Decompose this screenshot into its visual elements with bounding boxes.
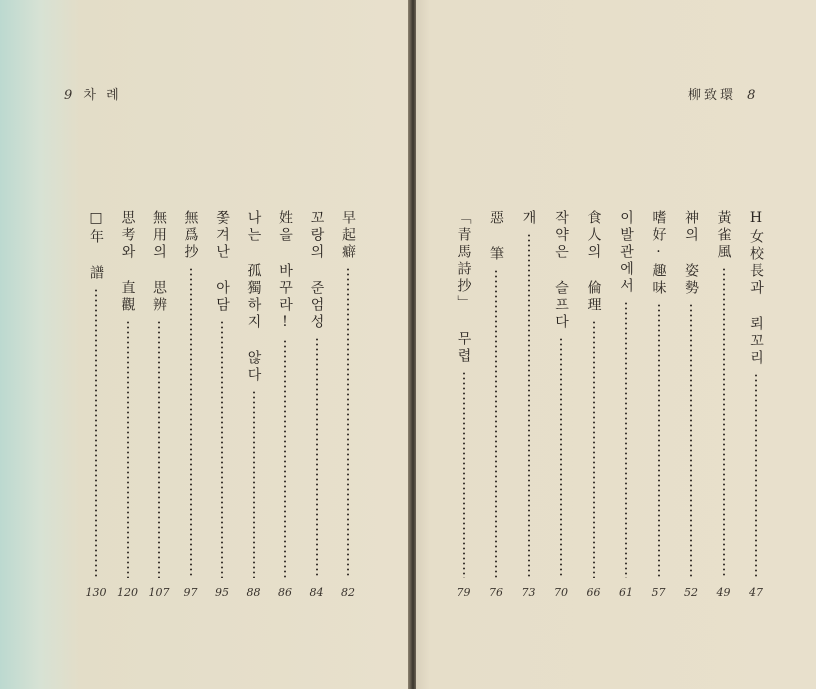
toc-entry-page: [543, 586, 579, 600]
toc-entry: [584, 210, 604, 600]
toc-entry-page-number: 95: [215, 586, 229, 599]
toc-entry: [454, 210, 474, 600]
toc-entry: [338, 210, 358, 600]
toc-entry-page: [173, 586, 209, 600]
toc-entry-page: [608, 586, 644, 600]
dot-leader: [190, 267, 192, 578]
toc-entry-title: 개: [520, 210, 537, 227]
page-number-left: 9: [64, 88, 73, 103]
toc-entry: [86, 210, 106, 600]
toc-entry: [681, 210, 701, 600]
dot-leader: [593, 320, 595, 578]
dot-leader: [95, 288, 97, 578]
toc-entry-title: 꼬랑의 준엄성: [308, 210, 325, 331]
toc-entry: [551, 210, 571, 600]
toc-entry: [714, 210, 734, 600]
toc-entry-title: 食人의 倫理: [585, 210, 602, 314]
toc-entry-page-number: 86: [278, 586, 292, 599]
toc-entry-title: 早起癖: [340, 210, 356, 261]
running-head-label-right: 柳致環: [688, 88, 737, 103]
toc-entry-page-number: 107: [148, 586, 170, 599]
toc-entry-page-number: 61: [619, 586, 633, 599]
toc-entry-page-number: 130: [85, 586, 107, 599]
dot-leader: [347, 267, 349, 578]
toc-entry-page-number: 97: [183, 586, 198, 599]
toc-entry: [149, 210, 169, 600]
toc-entry-page-number: 82: [341, 586, 355, 599]
dot-leader: [528, 233, 530, 578]
toc-entry-page: [576, 586, 612, 600]
toc-entry-page: [673, 586, 709, 600]
toc-entry-page: [478, 586, 514, 600]
toc-entry-page: [511, 586, 547, 600]
toc-entry-title: 이발관에서: [618, 210, 634, 295]
toc-entry: [244, 210, 264, 600]
toc-entry-title: 無爲抄: [182, 210, 199, 261]
toc-entry-page-number: 70: [554, 586, 568, 599]
toc-entry: [212, 210, 232, 600]
toc-entry: [486, 210, 506, 600]
toc-entry-page: [204, 586, 240, 600]
dot-leader: [560, 337, 562, 578]
toc-entry-page: [738, 586, 774, 600]
toc-entry-title: 「青馬詩抄」 무렵: [455, 210, 472, 365]
right-page: [416, 0, 816, 689]
toc-entry-page: [110, 586, 146, 600]
toc-entry-title: 나는 孤獨하지 않다: [245, 210, 262, 384]
toc-entry-page: [446, 586, 482, 600]
toc-entry-page-number: 57: [651, 586, 666, 599]
dot-leader: [127, 320, 129, 578]
toc-entry-title: 嗜好·趣味: [650, 210, 667, 297]
dot-leader: [463, 371, 465, 578]
toc-entry-title: □年 譜: [88, 210, 104, 282]
toc-entry-title: 無用의 思辨: [151, 210, 167, 314]
dot-leader: [658, 303, 660, 578]
toc-entry-page-number: 73: [521, 586, 536, 599]
page-number-right: 8: [747, 88, 756, 103]
running-head-right: [688, 84, 759, 103]
toc-entry-page: [78, 586, 114, 600]
toc-entry: [746, 210, 766, 600]
dot-leader: [495, 269, 497, 578]
toc-entry-page: [267, 586, 303, 600]
toc-entry-page-number: 52: [684, 586, 698, 599]
toc-entry-title: 思考와 直觀: [119, 210, 136, 314]
toc-entry-page-number: 84: [309, 586, 324, 599]
toc-entry-page: [299, 586, 335, 600]
toc-entry-page-number: 79: [456, 586, 471, 599]
dot-leader: [690, 303, 692, 578]
dot-leader: [253, 390, 255, 578]
toc-entry: [275, 210, 295, 600]
toc-entry-title: 姓을 바꾸라!: [277, 210, 293, 333]
toc-entry-page: [236, 586, 272, 600]
toc-entry-page: [330, 586, 366, 600]
toc-entry-page-number: 76: [489, 586, 503, 599]
toc-entry-title: H女校長과 뢰꼬리: [748, 210, 764, 367]
toc-entry: [307, 210, 327, 600]
toc-entry: [118, 210, 138, 600]
toc-entry: [616, 210, 636, 600]
toc-entry-page-number: 120: [117, 586, 138, 599]
toc-entry-page-number: 47: [749, 586, 763, 599]
toc-entry-page-number: 49: [716, 586, 731, 599]
toc-entry-title: 작약은 슬프다: [553, 210, 569, 331]
toc-entry-page: [706, 586, 742, 600]
dot-leader: [755, 373, 757, 578]
dot-leader: [316, 337, 318, 578]
toc-entry-title: 神의 姿勢: [683, 210, 699, 297]
toc-entry-page-number: 66: [586, 586, 601, 599]
running-head-left: [60, 84, 122, 103]
toc-entry: [649, 210, 669, 600]
toc-entry: [519, 210, 539, 600]
dot-leader: [723, 267, 725, 578]
toc-entry-title: 惡 筆: [488, 210, 504, 263]
dot-leader: [625, 301, 627, 578]
running-head-label-left: 차 례: [83, 88, 122, 103]
toc-entry: [181, 210, 201, 600]
toc-entry-title: 쫓겨난 아담: [214, 210, 230, 314]
dot-leader: [158, 320, 160, 578]
dot-leader: [284, 339, 286, 578]
toc-entry-page: [641, 586, 677, 600]
toc-entry-page-number: 88: [246, 586, 261, 599]
toc-entry-title: 黃雀風: [715, 210, 732, 261]
dot-leader: [221, 320, 223, 578]
toc-entry-page: [141, 586, 177, 600]
